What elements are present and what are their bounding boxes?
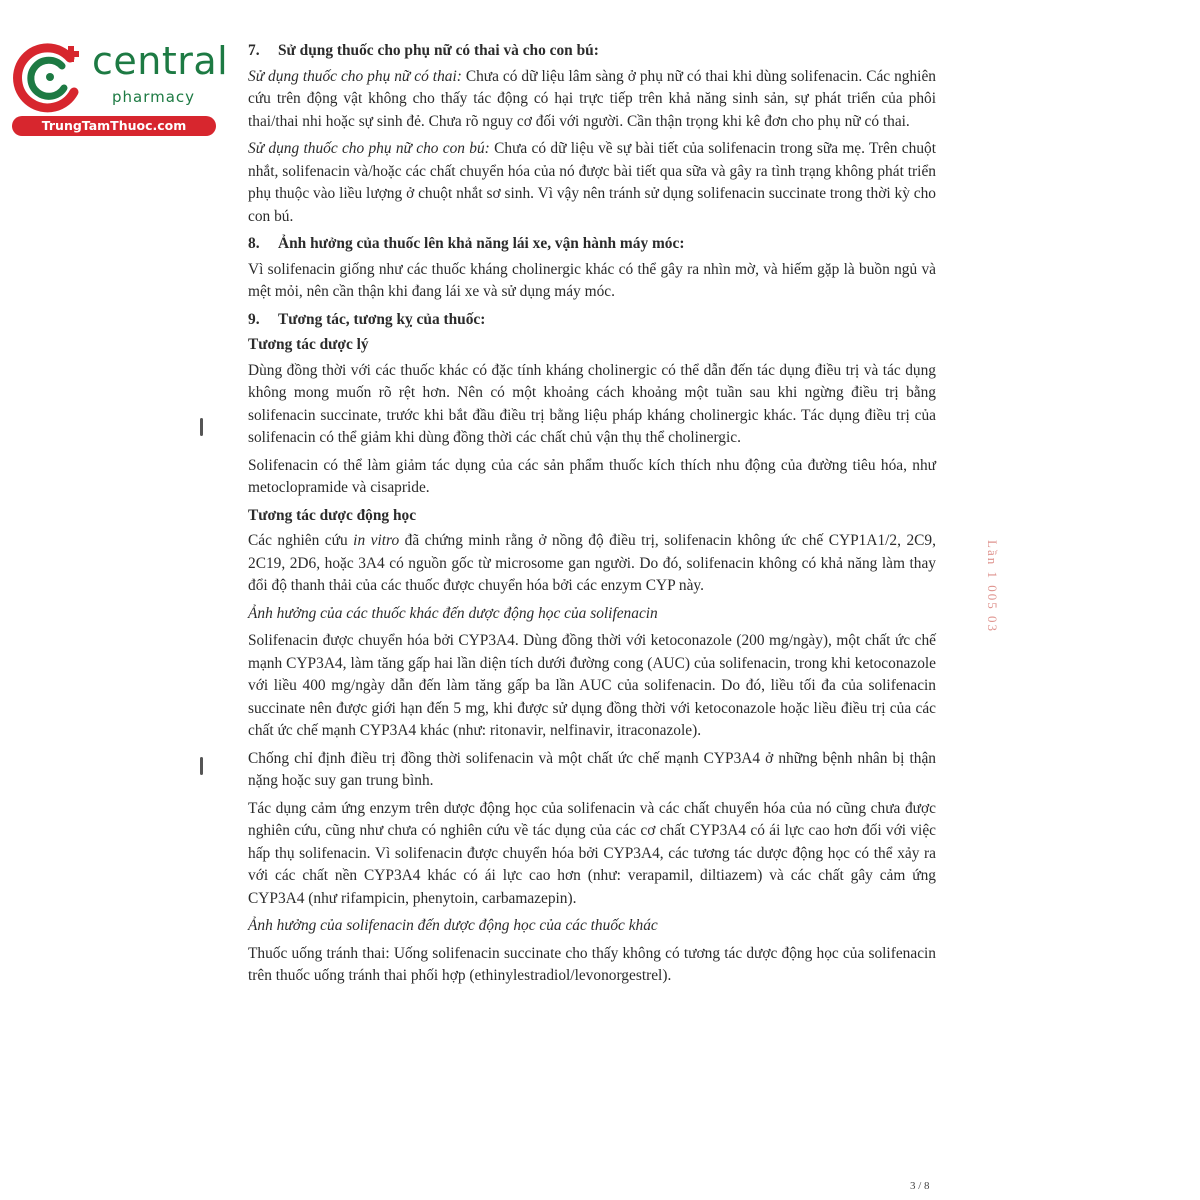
page-number: 3 / 8 (910, 1180, 930, 1192)
subsection-heading: Tương tác dược động học (248, 506, 417, 524)
section-heading: 9. Tương tác, tương kỵ của thuốc: (248, 310, 486, 328)
paragraph: Tác dụng cảm ứng enzym trên dược động học của solifenacin và các chất chuyển hóa của nó cũng chưa được nghiên cứu, cũng như chưa có nghiên cứu về tác dụng của các cơ chất CYP3A4 có ái lực cao hơn đối với việc hấp thụ solifenacin. Vì solifenacin được chuyển hóa bởi CYP3A4, các tương tác dược động học có thể xảy ra với các chất nền CYP3A4 khác có ái lực cao hơn (như: verapamil, diltiazem) và các chất gây cảm ứng CYP3A4 (như rifampicin, phenytoin, carbamazepin). (248, 799, 936, 907)
brand-logo[interactable] (8, 36, 229, 136)
subsection-heading-italic: Ảnh hưởng của solifenacin đến dược động học của các thuốc khác (248, 917, 658, 934)
paragraph: Các nghiên cứu in vitro đã chứng minh rằng ở nồng độ điều trị, solifenacin không ức chế CYP1A1/2, 2C9, 2C19, 2D6, hoặc 3A4 có nguồn gốc từ microsome gan người. Do đó, solifenacin không có khả năng làm thay đổi độ thanh thải của các thuốc được chuyển hóa bởi các enzym CYP này. (248, 532, 936, 594)
paragraph-lead: Sử dụng thuốc cho phụ nữ có thai: (248, 67, 462, 85)
scan-edge-mark (200, 418, 203, 436)
section-heading: 7. Sử dụng thuốc cho phụ nữ có thai và cho con bú: (248, 42, 599, 59)
paragraph: Sử dụng thuốc cho phụ nữ cho con bú: Chưa có dữ liệu về sự bài tiết của solifenacin trong sữa mẹ. Trên chuột nhắt, solifenacin và/hoặc các chất chuyển hóa của nó được bài tiết qua sữa và gây ra tình trạng không phát triển phụ thuộc vào liều lượng ở chuột nhắt sơ sinh. Vì vậy nên tránh sử dụng solifenacin succinate trong thời kỳ cho con bú. (248, 140, 936, 225)
paragraph: Chống chỉ định điều trị đồng thời solifenacin và một chất ức chế mạnh CYP3A4 ở những bệnh nhân bị thận nặng hoặc suy gan trung bình. (248, 749, 936, 789)
central-pharmacy-c-icon (12, 40, 88, 116)
paragraph: Solifenacin có thể làm giảm tác dụng của các sản phẩm thuốc kích thích nhu động của đường tiêu hóa, như metoclopramide và cisapride. (248, 456, 936, 496)
paragraph: Dùng đồng thời với các thuốc khác có đặc tính kháng cholinergic có thể dẫn đến tác dụng điều trị và tác dụng không mong muốn rõ rệt hơn. Nên có một khoảng cách khoảng một tuần sau khi ngừng điều trị bằng solifenacin succinate, trước khi bắt đầu điều trị bằng liệu pháp kháng cholinergic khác. Tác dụng điều trị của solifenacin có thể giảm khi dùng đồng thời các chất chủ vận thụ thể cholinergic. (248, 361, 936, 446)
red-stamp: Lần 1 005 03 (985, 540, 1000, 633)
scan-edge-mark (200, 757, 203, 775)
paragraph: Vì solifenacin giống như các thuốc kháng cholinergic khác có thể gây ra nhìn mờ, và hiếm gặp là buồn ngủ và mệt mỏi, nên cần thận khi đang lái xe và sử dụng máy móc. (248, 260, 936, 300)
brand-name: central (92, 39, 229, 83)
subsection-heading: Tương tác dược lý (248, 336, 369, 353)
brand-subtitle: pharmacy (112, 88, 196, 106)
document-body (248, 40, 936, 993)
paragraph: Sử dụng thuốc cho phụ nữ có thai: Chưa có dữ liệu lâm sàng ở phụ nữ có thai khi dùng solifenacin. Các nghiên cứu trên động vật không cho thấy tác động có hại trực tiếp trên khả năng sinh sản, sự phát triển của phôi thai/thai nhi hoặc sự sinh đẻ. Chưa rõ nguy cơ đối với người. Cần thận trọng khi kê đơn cho phụ nữ có thai. (248, 67, 936, 130)
paragraph: Thuốc uống tránh thai: Uống solifenacin succinate cho thấy không có tương tác dược động học của solifenacin trên thuốc uống tránh thai phối hợp (ethinylestradiol/levonorgestrel). (248, 944, 936, 984)
paragraph-lead: Sử dụng thuốc cho phụ nữ cho con bú: (248, 140, 490, 157)
paragraph: Solifenacin được chuyển hóa bởi CYP3A4. Dùng đồng thời với ketoconazole (200 mg/ngày), một chất ức chế mạnh CYP3A4, làm tăng gấp hai lần diện tích dưới đường cong (AUC) của solifenacin, trong khi ketoconazole với liều 400 mg/ngày dẫn đến làm tăng gấp ba lần AUC của solifenacin. Do đó, liều tối đa của solifenacin succinate nên được giới hạn đến 5 mg, khi được sử dụng đồng thời với ketoconazole hoặc liều điều trị của các chất ức chế mạnh CYP3A4 khác (như: ritonavir, nelfinavir, itraconazole). (248, 632, 936, 739)
brand-url-badge[interactable]: TrungTamThuoc.com (12, 116, 216, 136)
subsection-heading-italic: Ảnh hưởng của các thuốc khác đến dược động học của solifenacin (248, 604, 658, 622)
section-heading: 8. Ảnh hưởng của thuốc lên khả năng lái xe, vận hành máy móc: (248, 235, 685, 252)
